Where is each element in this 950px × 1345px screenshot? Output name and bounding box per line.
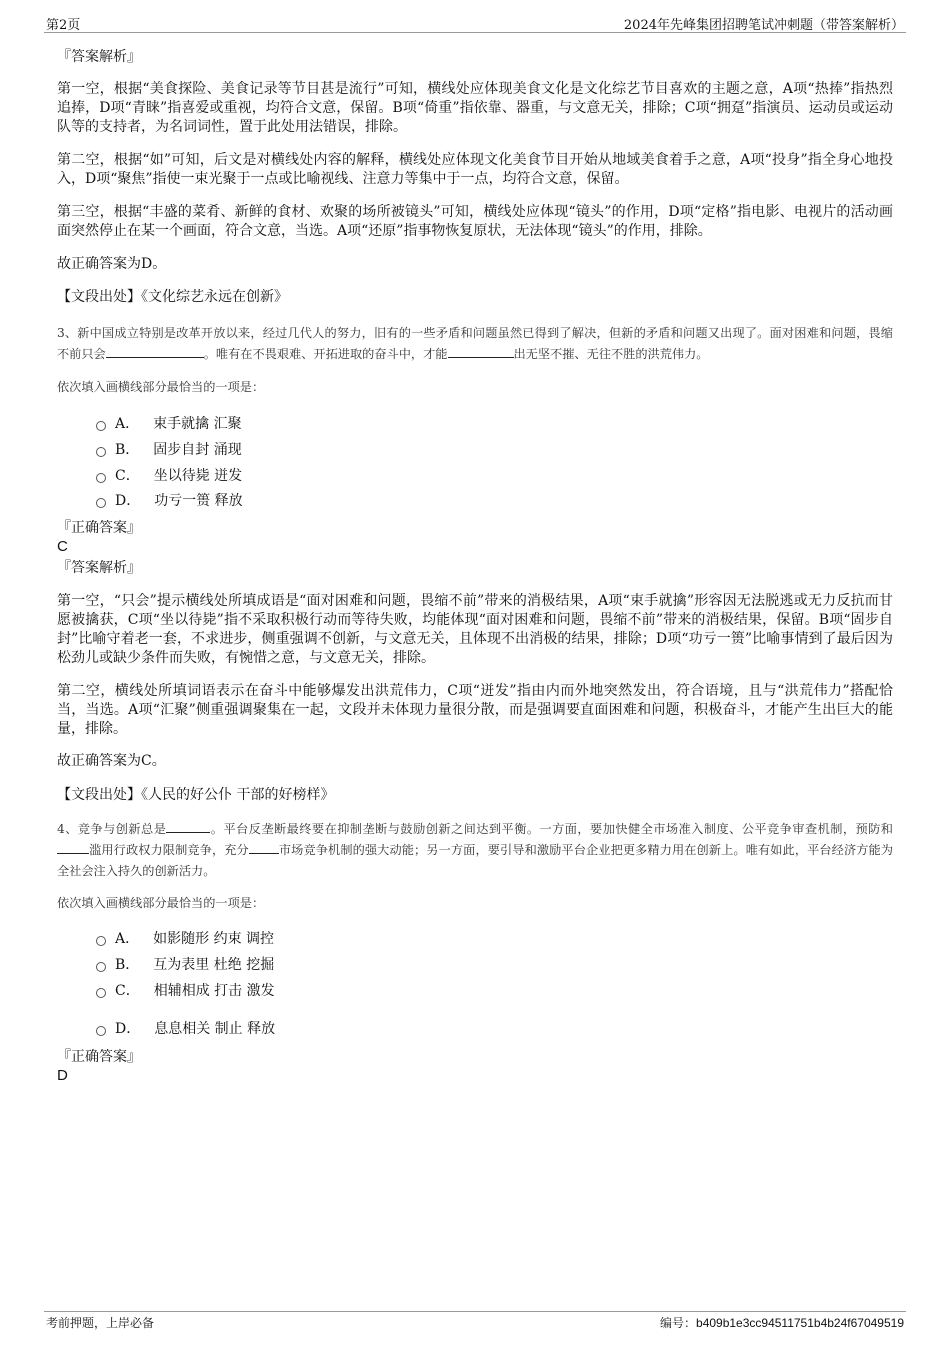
q3-source: [57, 786, 893, 805]
q4-blank-2: [57, 841, 89, 854]
radio-icon[interactable]: [96, 447, 106, 457]
q2-analysis-para3: 第三空，根据“丰盛的菜肴、新鲜的食材、欢聚的场所被镜头”可知，横线处应体现“镜头”的作用，D项“定格”指电影、电视片的活动画面突然停止在某一个画面，符合文意，当选。A项“还原”指事物恢复原状，无法体现“镜头”的作用，排除。: [57, 204, 893, 239]
q2-analysis-para2: 第二空，根据“如”可知，后文是对横线处内容的解释，横线处应体现文化美食节目开始从地域美食着手之意，A项“投身”指全身心地投入，D项“聚焦”指使一束光聚于一点或比喻视线、注意力等集中于一点，均符合文意，保留。: [57, 152, 893, 187]
radio-icon[interactable]: [96, 1026, 106, 1036]
q3-analysis-para1: 第一空，“只会”提示横线处所填成语是“面对困难和问题，畏缩不前”带来的消极结果，A项“束手就擒”形容因无法脱逃或无力反抗而甘愿被擒获，C项“坐以待毙”指不采取积极行动而等待失败，均能体现“面对困难和问题，畏缩不前”带来的消极结果，保留。B项“固步自封”比喻守着老一套，不求进步，侧重强调不创新，与文意无关，且体现不出消极的结果，排除；D项“功亏一篑”比喻事情到了最后因为松劲儿或缺少条件而失败，有惋惜之意，与文意无关，排除。: [57, 593, 893, 666]
footer-divider: [44, 1311, 906, 1312]
q3-source-label: 【文段出处】: [57, 787, 141, 803]
q4-stem-part2: 。平台反垄断最终要在抑制垄断与鼓励创新之间达到平衡。一方面，要加快健全市场准入制度、公平竞争审查机制，预防和: [210, 822, 893, 836]
option-text: 坐以待毙 迸发: [153, 468, 243, 484]
footer-code-label: 编号：: [660, 1316, 697, 1330]
q3-option-d[interactable]: [96, 491, 243, 511]
q4-answer-label: 『正确答案』: [57, 1049, 141, 1065]
radio-icon[interactable]: [96, 988, 106, 998]
q3-option-b[interactable]: [96, 440, 242, 460]
q4-option-a[interactable]: [96, 929, 274, 949]
option-key: D．: [115, 1021, 141, 1037]
q3-stem-part2: 。唯有在不畏艰难、开拓进取的奋斗中，才能: [203, 347, 448, 361]
q3-answer-label: 『正确答案』: [57, 520, 141, 536]
q4-option-b[interactable]: [96, 955, 274, 975]
radio-icon[interactable]: [96, 421, 106, 431]
q4-instruction: 依次填入画横线部分最恰当的一项是：: [57, 896, 265, 910]
option-text: 如影随形 约束 调控: [153, 931, 275, 947]
q2-conclusion: 故正确答案为D。: [57, 256, 167, 272]
q4-stem-part1: 4、竞争与创新总是: [57, 822, 167, 836]
q3-conclusion: 故正确答案为C。: [57, 753, 166, 769]
q3-option-a[interactable]: [96, 414, 242, 434]
option-key: D．: [115, 493, 141, 509]
option-key: A．: [115, 931, 140, 947]
q4-answer: D: [57, 1067, 68, 1084]
q2-source-label: 【文段出处】: [57, 289, 141, 305]
page-number: 第2页: [46, 18, 81, 33]
q2-analysis-para1: 第一空，根据“美食探险、美食记录等节目甚是流行”可知，横线处应体现美食文化是文化综艺节目喜欢的主题之意，A项“热捧”指热烈追捧，D项“青睐”指喜爱或重视，均符合文意，保留。B项“倚重”指依靠、器重，与文意无关，排除；C项“拥趸”指演员、运动员或运动队等的支持者，为名词词性，置于此处用法错误，排除。: [57, 81, 893, 135]
header-divider: [44, 32, 906, 33]
q3-analysis-label: 『答案解析』: [57, 560, 141, 576]
q4-stem: [57, 819, 893, 882]
option-text: 互为表里 杜绝 挖掘: [153, 957, 275, 973]
q3-analysis-para2: 第二空，横线处所填词语表示在奋斗中能够爆发出洪荒伟力，C项“迸发”指由内而外地突然发出，符合语境，且与“洪荒伟力”搭配恰当，当选。A项“汇聚”侧重强调聚集在一起，文段并未体现力量很分散，而是强调要直面困难和问题，积极奋斗，才能产生出巨大的能量，排除。: [57, 683, 893, 737]
option-key: B．: [115, 957, 140, 973]
q3-source-title: 《人民的好公仆 干部的好榜样》: [141, 787, 335, 803]
footer-code-value: b409b1e3cc94511751b4b24f67049519: [696, 1316, 904, 1330]
page-header: [0, 0, 950, 34]
q2-source-title: 《文化综艺永远在创新》: [141, 289, 288, 305]
q4-blank-1: [166, 820, 210, 833]
q2-source: [57, 288, 893, 307]
radio-icon[interactable]: [96, 962, 106, 972]
option-text: 相辅相成 打击 激发: [153, 983, 275, 999]
q3-stem: [57, 323, 893, 365]
option-text: 固步自封 涌现: [153, 442, 242, 458]
radio-icon[interactable]: [96, 498, 106, 508]
option-text: 功亏一篑 释放: [154, 493, 243, 509]
q3-option-c[interactable]: [96, 466, 242, 486]
option-key: C．: [115, 983, 140, 999]
footer-slogan: 考前押题，上岸必备: [46, 1316, 155, 1330]
q3-instruction: 依次填入画横线部分最恰当的一项是：: [57, 380, 265, 394]
q4-stem-part3: 滥用行政权力限制竞争，充分: [89, 843, 249, 857]
option-text: 束手就擒 汇聚: [153, 416, 242, 432]
q3-answer: C: [57, 538, 68, 555]
radio-icon[interactable]: [96, 473, 106, 483]
q4-option-d[interactable]: [96, 1019, 275, 1039]
option-key: B．: [115, 442, 140, 458]
q4-blank-3: [249, 841, 279, 854]
q2-analysis-label: 『答案解析』: [57, 49, 141, 65]
document-title: 2024年先峰集团招聘笔试冲刺题（带答案解析）: [623, 18, 904, 33]
footer-code: [660, 1314, 904, 1331]
q3-stem-part1: 3、新中国成立特别是改革开放以来，经过几代人的努力，旧有的一些矛盾和问题虽然已得到了解决，但新的矛盾和问题又出现了。面对困难和问题，畏缩不前只会: [57, 326, 893, 361]
q4-option-c[interactable]: [96, 981, 275, 1001]
q3-stem-part3: 出无坚不摧、无往不胜的洪荒伟力。: [513, 347, 709, 361]
radio-icon[interactable]: [96, 936, 106, 946]
q3-blank-1: [106, 345, 204, 358]
option-key: C．: [115, 468, 140, 484]
option-text: 息息相关 制止 释放: [154, 1021, 276, 1037]
q3-blank-2: [448, 345, 514, 358]
q4-stem-part4: 市场竞争机制的强大动能；另一方面，要引导和激励平台企业把更多精力用在创新上。唯有如此，平台经济方能为全社会注入持久的创新活力。: [57, 843, 894, 878]
option-key: A．: [115, 416, 140, 432]
